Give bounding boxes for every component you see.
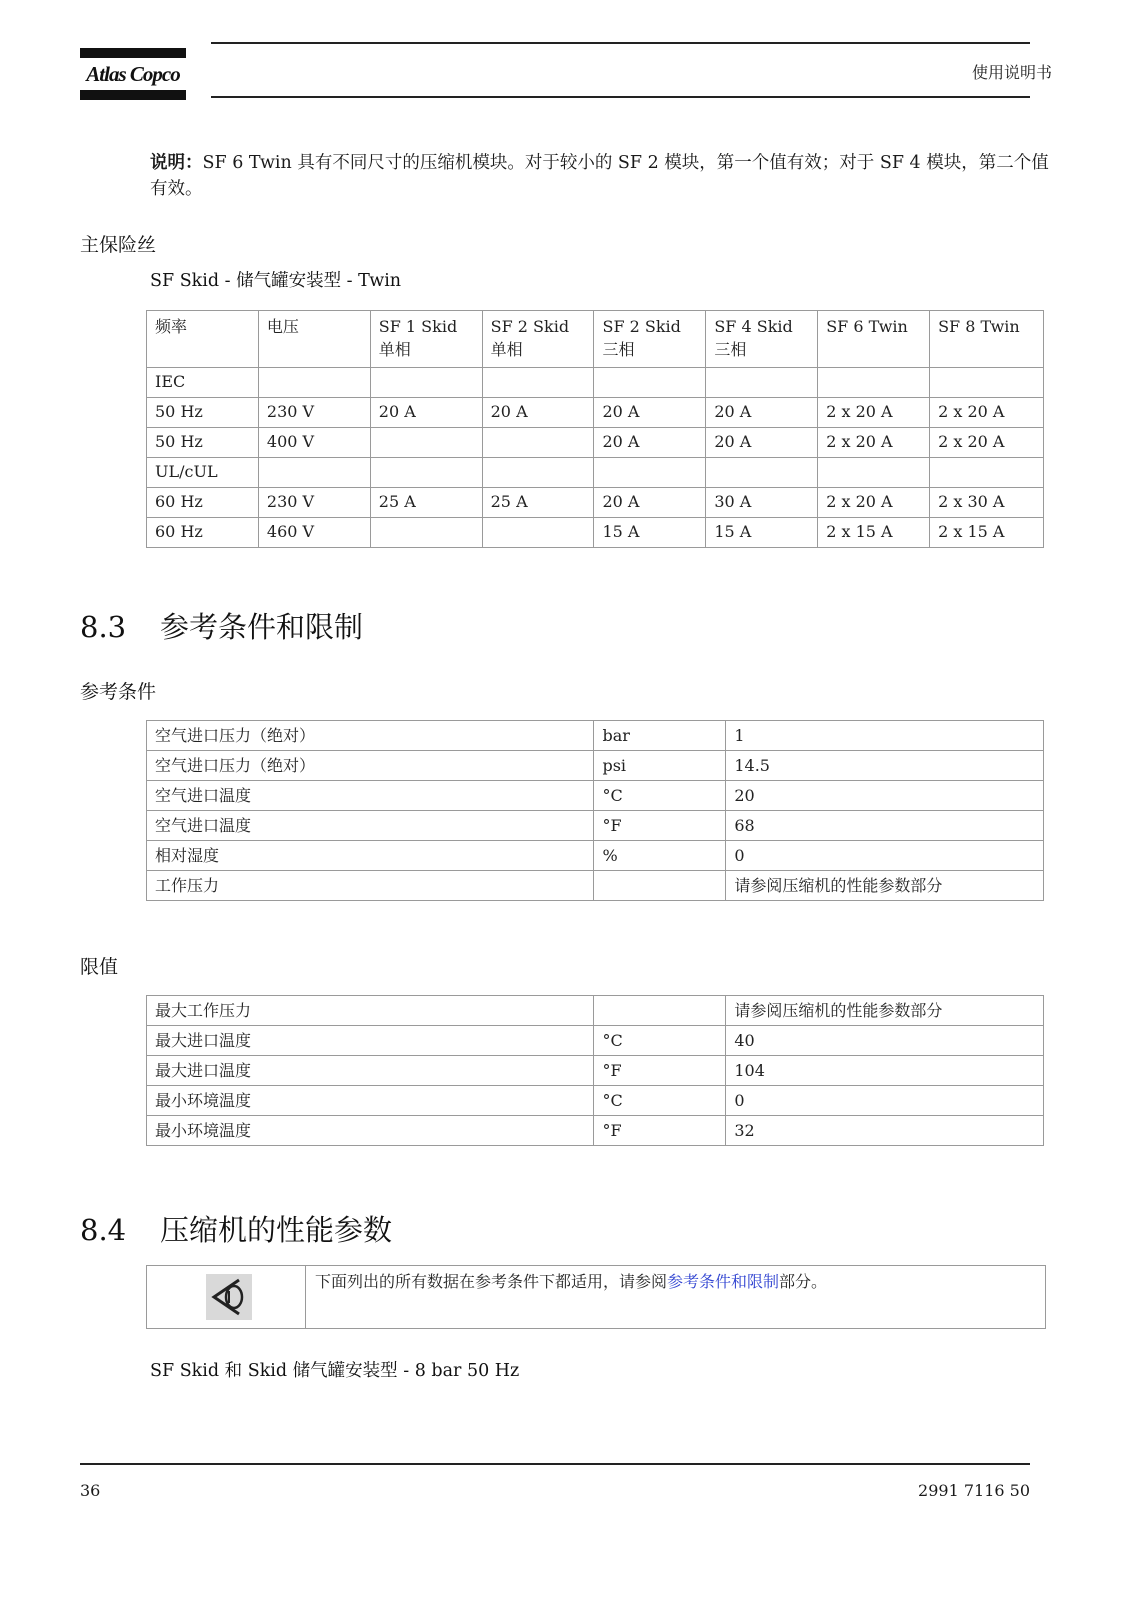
reference-conditions-link[interactable]: 参考条件和限制	[667, 1272, 780, 1291]
fuse-table-header-cell	[370, 311, 482, 368]
note-label: 说明：	[150, 153, 203, 173]
table-cell	[482, 368, 594, 398]
table-cell: 最大工作压力	[147, 996, 594, 1026]
fuse-table-header-cell	[147, 311, 259, 368]
fuse-table-header-cell	[818, 311, 930, 368]
table-cell: 20 A	[594, 398, 706, 428]
table-cell: 68	[726, 811, 1044, 841]
table-cell	[370, 458, 482, 488]
table-row	[147, 751, 1044, 781]
table-cell	[258, 368, 370, 398]
fuse-table-header-cell	[594, 311, 706, 368]
table-row	[147, 368, 1044, 398]
header-cell-line: 三相	[602, 340, 635, 359]
table-row	[147, 1026, 1044, 1056]
table-cell: 2 x 20 A	[818, 398, 930, 428]
table-cell: °F	[594, 1116, 726, 1146]
atlas-copco-logo	[80, 48, 186, 100]
page-number: 36	[80, 1481, 101, 1500]
table-cell	[482, 518, 594, 548]
document-title: 使用说明书	[971, 63, 1052, 82]
fuse-table-header-cell	[258, 311, 370, 368]
table-cell: 14.5	[726, 751, 1044, 781]
table-cell: 60 Hz	[147, 518, 259, 548]
table-cell: bar	[594, 721, 726, 751]
table-cell: 20 A	[370, 398, 482, 428]
table-row	[147, 488, 1044, 518]
table-cell: 20 A	[706, 428, 818, 458]
table-cell: psi	[594, 751, 726, 781]
table-row	[147, 518, 1044, 548]
header-cell-line: 三相	[714, 340, 747, 359]
header-cell-line: SF 6 Twin	[826, 317, 908, 336]
table-cell: 最小环境温度	[147, 1086, 594, 1116]
header-rule-bottom	[211, 96, 1030, 98]
info-note-box	[146, 1265, 1046, 1329]
table-cell	[594, 871, 726, 901]
table-cell: 最大进口温度	[147, 1056, 594, 1086]
table-cell: °F	[594, 811, 726, 841]
fuse-table-header-cell	[482, 311, 594, 368]
table-cell: °C	[594, 1086, 726, 1116]
table-cell: 20	[726, 781, 1044, 811]
table-cell: 230 V	[258, 398, 370, 428]
section-number: 8.4	[80, 1213, 127, 1247]
table-row	[147, 428, 1044, 458]
table-cell: 60 Hz	[147, 488, 259, 518]
module-size-note	[150, 150, 1050, 202]
table-cell	[594, 458, 706, 488]
read-manual-icon	[206, 1274, 252, 1320]
document-number: 2991 7116 50	[918, 1481, 1030, 1500]
table-cell: 20 A	[594, 428, 706, 458]
table-cell: 40	[726, 1026, 1044, 1056]
table-cell: 50 Hz	[147, 398, 259, 428]
table-cell: 1	[726, 721, 1044, 751]
header-cell-line: 单相	[378, 340, 411, 359]
table-cell	[930, 458, 1044, 488]
table-cell	[594, 996, 726, 1026]
table-row	[147, 398, 1044, 428]
table-cell	[818, 368, 930, 398]
table-cell: 相对湿度	[147, 841, 594, 871]
header-cell-line: SF 8 Twin	[938, 317, 1020, 336]
table-row	[147, 1086, 1044, 1116]
fuse-table	[146, 310, 1044, 548]
table-cell: 空气进口温度	[147, 811, 594, 841]
note-text: SF 6 Twin 具有不同尺寸的压缩机模块。对于较小的 SF 2 模块，第一个值有效；对于 SF 4 模块，第二个值有效。	[150, 153, 1049, 199]
header-cell-line: SF 2 Skid	[602, 317, 681, 336]
note-text-before: 下面列出的所有数据在参考条件下都适用，请参阅	[315, 1272, 668, 1291]
table-cell: 最小环境温度	[147, 1116, 594, 1146]
fuses-subtitle: SF Skid - 储气罐安装型 - Twin	[150, 271, 402, 291]
table-cell: 230 V	[258, 488, 370, 518]
note-text-after: 部分。	[779, 1272, 828, 1291]
table-cell: 2 x 20 A	[930, 398, 1044, 428]
table-row	[147, 781, 1044, 811]
table-row	[147, 841, 1044, 871]
table-cell: 30 A	[706, 488, 818, 518]
reference-conditions-table	[146, 720, 1044, 901]
section-number: 8.3	[80, 610, 127, 644]
table-row	[147, 871, 1044, 901]
table-cell	[818, 458, 930, 488]
table-cell: 104	[726, 1056, 1044, 1086]
section-heading: 压缩机的性能参数	[160, 1213, 393, 1247]
table-cell: 0	[726, 1086, 1044, 1116]
table-row	[147, 811, 1044, 841]
reference-conditions-heading: 参考条件	[80, 681, 157, 703]
table-cell: %	[594, 841, 726, 871]
table-cell: 请参阅压缩机的性能参数部分	[726, 871, 1044, 901]
table-cell	[482, 458, 594, 488]
table-cell	[594, 368, 706, 398]
table-cell: 0	[726, 841, 1044, 871]
note-text	[315, 1269, 827, 1295]
table-cell	[370, 518, 482, 548]
table-cell: 最大进口温度	[147, 1026, 594, 1056]
table-cell: 25 A	[370, 488, 482, 518]
limits-table	[146, 995, 1044, 1146]
table-cell: 20 A	[706, 398, 818, 428]
table-cell	[930, 368, 1044, 398]
table-cell: 20 A	[482, 398, 594, 428]
header-cell-line: SF 2 Skid	[490, 317, 570, 336]
table-cell: 32	[726, 1116, 1044, 1146]
table-cell: UL/cUL	[147, 458, 259, 488]
header-cell-line: 电压	[266, 317, 299, 336]
performance-subtitle: SF Skid 和 Skid 储气罐安装型 - 8 bar 50 Hz	[150, 1361, 520, 1381]
table-cell: 请参阅压缩机的性能参数部分	[726, 996, 1044, 1026]
table-row	[147, 1056, 1044, 1086]
table-cell	[370, 428, 482, 458]
header-cell-line: 频率	[155, 317, 188, 336]
header-cell-line: SF 4 Skid	[714, 317, 793, 336]
table-cell: °C	[594, 1026, 726, 1056]
table-cell: 工作压力	[147, 871, 594, 901]
table-cell: 空气进口压力（绝对）	[147, 751, 594, 781]
table-cell: IEC	[147, 368, 259, 398]
table-row	[147, 721, 1044, 751]
table-cell: 空气进口压力（绝对）	[147, 721, 594, 751]
fuse-table-header-cell	[930, 311, 1044, 368]
footer-rule	[80, 1463, 1030, 1465]
table-cell	[370, 368, 482, 398]
table-cell: 460 V	[258, 518, 370, 548]
logo-text: Atlas Copco	[86, 62, 180, 86]
table-cell: 25 A	[482, 488, 594, 518]
table-cell: 20 A	[594, 488, 706, 518]
table-cell: 2 x 15 A	[930, 518, 1044, 548]
table-cell	[706, 368, 818, 398]
header-cell-line: 单相	[490, 340, 523, 359]
table-cell	[706, 458, 818, 488]
section-heading: 参考条件和限制	[160, 610, 364, 644]
header-rule-top	[211, 42, 1030, 44]
table-cell: 15 A	[706, 518, 818, 548]
table-cell: 50 Hz	[147, 428, 259, 458]
section-8-4-title	[80, 1208, 392, 1249]
table-cell: 2 x 15 A	[818, 518, 930, 548]
table-cell: 2 x 20 A	[930, 428, 1044, 458]
table-cell: 400 V	[258, 428, 370, 458]
table-cell	[482, 428, 594, 458]
table-cell	[258, 458, 370, 488]
table-cell: 2 x 20 A	[818, 488, 930, 518]
fuses-heading: 主保险丝	[80, 234, 157, 256]
header-cell-line: SF 1 Skid	[378, 317, 458, 336]
section-8-3-title	[80, 605, 363, 646]
table-cell: °F	[594, 1056, 726, 1086]
limits-heading: 限值	[80, 956, 119, 978]
fuse-table-header-cell	[706, 311, 818, 368]
table-cell: 空气进口温度	[147, 781, 594, 811]
table-row	[147, 1116, 1044, 1146]
table-cell: °C	[594, 781, 726, 811]
table-row	[147, 996, 1044, 1026]
table-cell: 2 x 30 A	[930, 488, 1044, 518]
fuse-table-header-row	[147, 311, 1044, 368]
table-row	[147, 458, 1044, 488]
table-cell: 2 x 20 A	[818, 428, 930, 458]
note-icon-cell	[147, 1266, 306, 1328]
table-cell: 15 A	[594, 518, 706, 548]
